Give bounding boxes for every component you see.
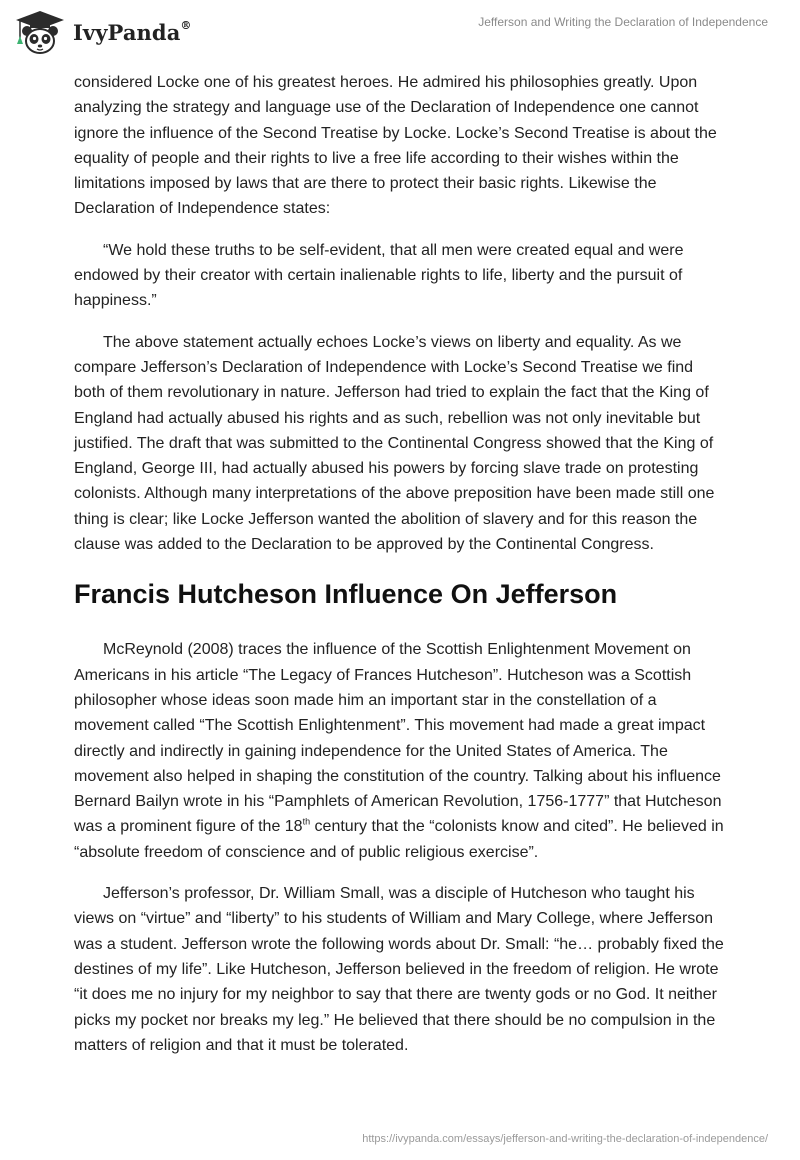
paragraph-mcreynold: McReynold (2008) traces the influence of the Scottish Enlightenment Movement on Americans in his article “The Legacy of Frances Hutcheson”. Hutcheson was a Scottish philosopher whose ideas soon made him an important star in the constellation of a movement called “The Scottish Enlightenment”. This movement had made a great impact directly and indirectly in gaining independence for the United States of America. The movement also helped in shaping the constitution of the country. Talking about his influence Bernard Bailyn wrote in his “Pamphlets of American Revolution, 1756-1777” that Hutcheson was a prominent figure of the 18th century that the “colonists know and cited”. He believed in “absolute freedom of conscience and of public religious exercise”. bbox=[74, 641, 724, 861]
page-header bbox=[0, 0, 800, 60]
paragraph-locke-views: The above statement actually echoes Locke’s views on liberty and equality. As we compare Jefferson’s Declaration of Independence with Locke’s Second Treatise we find both of them revolutionary in nature. Jefferson had tried to explain the fact that the King of England had actually abused his rights and as such, rebellion was not only inevitable but justified. The draft that was submitted to the Continental Congress showed that the King of England, George III, had actually abused his powers by forcing slave trade on protesting colonists. Although many interpretations of the above preposition have been made still one thing is clear; like Locke Jefferson wanted the abolition of slavery and for this reason the clause was added to the Declaration to be approved by the Continental Congress. bbox=[74, 333, 715, 554]
panda-graduate-icon bbox=[12, 8, 68, 56]
logo-text: IvyPanda® bbox=[73, 18, 192, 45]
paragraph-william-small: Jefferson’s professor, Dr. William Small, was a disciple of Hutcheson who taught his views on “virtue” and “liberty” to his students of William and Mary College, where Jefferson was a student. Jefferson wrote the following words about Dr. Small: “he… probably fixed the destines of my life”. Like Hutcheson, Jefferson believed in the freedom of religion. He wrote “it does me no injury for my neighbor to say that there are twenty gods or no God. It neither picks my pocket nor breaks my leg.” He believed that there should be no compulsion in the matters of religion and that it must be tolerated. bbox=[74, 885, 724, 1054]
source-url[interactable]: https://ivypanda.com/essays/jefferson-and-writing-the-declaration-of-independence/ bbox=[362, 1133, 768, 1145]
declaration-quote: “We hold these truths to be self-evident, that all men were created equal and were endowed by their creator with certain inalienable rights to life, liberty and the pursuit of happiness.” bbox=[74, 241, 684, 310]
paragraph-locke-heroes: considered Locke one of his greatest heroes. He admired his philosophies greatly. Upon analyzing the strategy and language use of the Declaration of Independence one cannot ignore the influence of the Second Treatise by Locke. Locke’s Second Treatise is about the equality of people and their rights to live a free life according to their wishes within the limitations imposed by laws that are there to protect their basic rights. Likewise the Declaration of Independence states: bbox=[74, 74, 717, 218]
section-heading: Francis Hutcheson Influence On Jefferson bbox=[74, 579, 618, 610]
logo[interactable] bbox=[12, 8, 192, 56]
document-title: Jefferson and Writing the Declaration of Independence bbox=[478, 15, 768, 29]
essay-content bbox=[74, 70, 728, 1074]
